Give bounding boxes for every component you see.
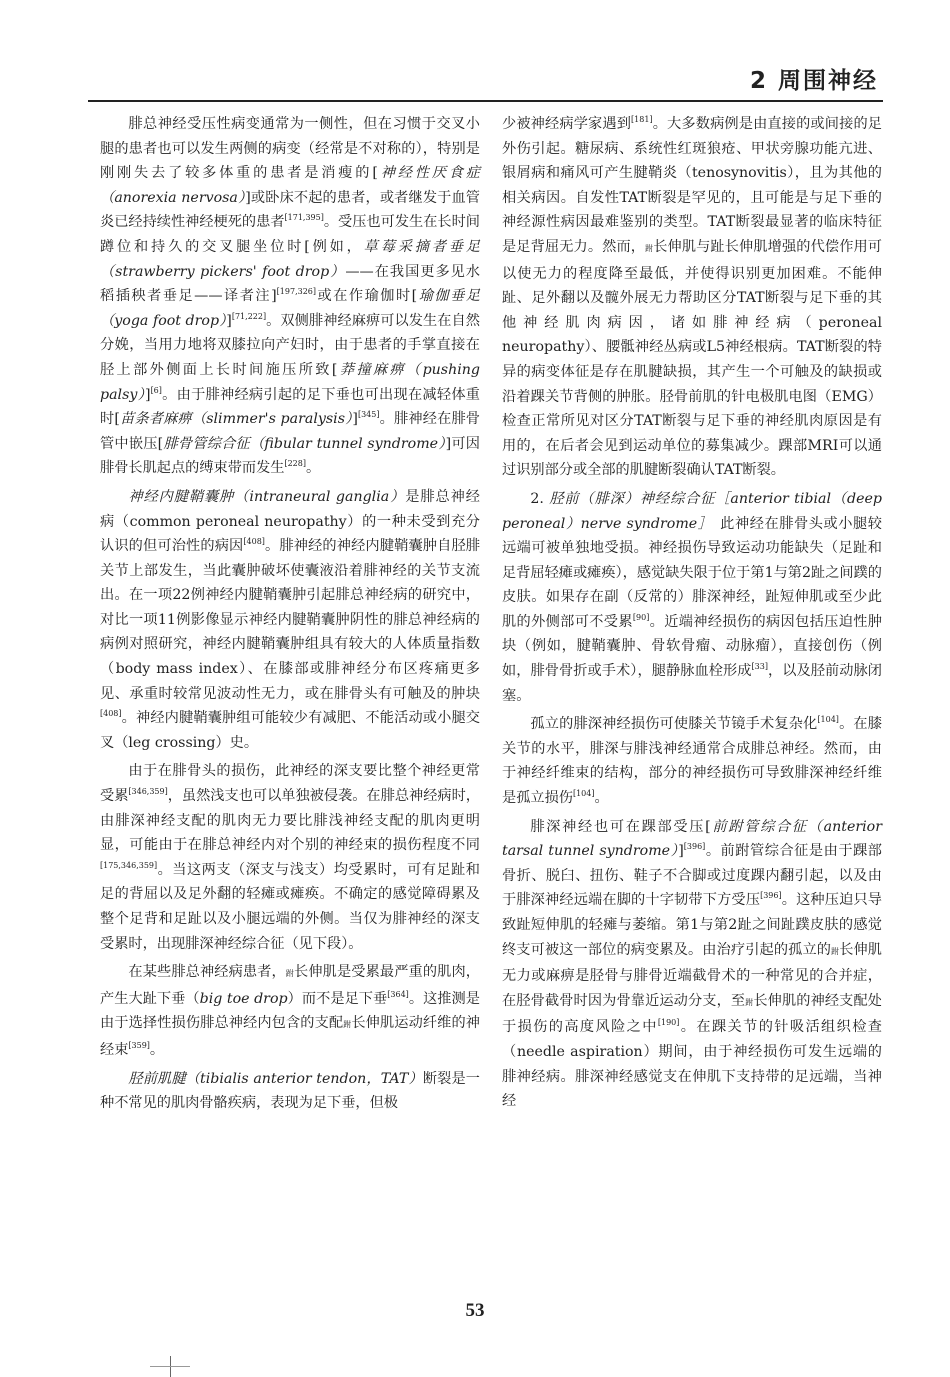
citation-reference: [197,326] <box>276 287 316 297</box>
header-rule <box>88 100 883 102</box>
text-run: 。 <box>305 460 321 477</box>
citation-reference: [359] <box>128 1040 150 1050</box>
text-run: 。大多数病例是由直接的或间接的足外伤引起。糖尿病、系统性红斑狼疮、甲状旁腺功能亢进、银屑病和痛风可产生腱鞘炎（tenosynovitis），且为其他的相关病因。自发性TAT断裂是罕见的，且可能是与足下垂的神经源性病因最难鉴别的类型。TAT断裂最显著的临床特征是足背屈无力。然而， <box>502 116 882 255</box>
text-run: ] <box>226 312 232 329</box>
text-run: 。腓神经的神经内腱鞘囊肿自胫腓关节上部发生，当此囊肿破坏使囊液沿着腓神经的关节支流出。在一项22例神经内腱鞘囊肿引起腓总神经病的研究中，对比一项11例影像显示神经内腱鞘囊肿阴性的腓总神经病的病例对照研究，神经内腱鞘囊肿组具有较大的人体质量指数（body mass index）、在膝部或腓神经分布区疼痛更多见、承重时较常见波动性无力，或在腓骨头有可触及的肿块 <box>100 538 480 702</box>
small-character: 跗 <box>343 1020 352 1030</box>
text-run: 。前跗管综合征是由于踝部骨折、脱臼、扭伤、鞋子不合脚或过度踝内翻引起，以及由于腓深神经远端在脚的十字韧带下方受压 <box>502 843 882 909</box>
text-run: 。在膝关节的水平，腓深与腓浅神经通常合成腓总神经。然而，由于神经纤维束的结构，部分的神经损伤可导致腓深神经纤维是孤立损伤 <box>502 716 882 807</box>
text-run: 。由于腓神经病引起的足下垂也可出现在减轻体重时[ <box>100 386 480 428</box>
citation-reference: [175,346,359] <box>100 860 158 870</box>
citation-reference: [71,222] <box>231 311 267 321</box>
citation-reference: [181] <box>631 115 653 124</box>
term-emphasis: 前跗管综合征（anterior tarsal tunnel syndrome） <box>502 818 882 860</box>
text-run: 。在踝关节的针吸活组织检查（needle aspiration）期间，由于神经损伤可发生远端的腓神经病。腓深神经感觉支在伸肌下支持带的足远端，当神经 <box>502 1019 882 1110</box>
text-run: ，以及胫前动脉闭塞。 <box>502 663 882 704</box>
left-paragraph <box>100 112 480 481</box>
text-run: 由于在腓骨头的损伤，此神经的深支要比整个神经更常受累 <box>100 763 480 805</box>
citation-reference: [90] <box>632 612 650 622</box>
text-run: 长伸肌运动纤维的神经束 <box>100 1015 480 1058</box>
text-run: 。当这两支（深支与浅支）均受累时，可有足趾和足的背屈以及足外翻的轻瘫或瘫痪。不确定的感觉障碍累及整个足背和足趾以及小腿远端的外侧。当仅为腓神经的深支受累时，出现腓深神经综合征（见下段）。 <box>100 861 480 952</box>
text-run: 。神经内腱鞘囊肿组可能较少有减肥、不能活动或小腿交叉（leg crossing）史。 <box>100 710 480 751</box>
small-character: 跗 <box>645 243 654 253</box>
citation-reference: [408] <box>100 709 122 719</box>
text-run: 孤立的腓深神经损伤可使膝关节镜手术复杂化 <box>530 716 818 733</box>
text-run: 。这种压迫只导致趾短伸肌的轻瘫与萎缩。第1与第2趾之间趾蹼皮肤的感觉终支可被这一部位的病变累及。由治疗引起的孤立的 <box>502 892 882 958</box>
text-run: 此神经在腓骨头或小腿较远端可被单独地受损。神经损伤导致运动功能缺失（足趾和足背屈轻瘫或瘫痪），感觉缺失限于位于第1与第2趾之间蹼的皮肤。如果存在副（反常的）腓深神经，趾短伸肌或至少此肌的外侧部可不受累 <box>502 515 882 630</box>
text-run: ] <box>678 843 684 860</box>
text-run: 。双侧腓神经麻痹可以发生在自然分娩，当用力地将双膝拉向产妇时，由于患者的手掌直接在胫上部外侧面上长时间施压所致[ <box>100 312 480 378</box>
left-paragraph <box>100 960 480 1062</box>
term-emphasis: 瑜伽垂足（yoga foot drop） <box>100 288 480 329</box>
small-character: 跗 <box>831 946 840 956</box>
text-run: 长伸肌与趾长伸肌增强的代偿作用可以使无力的程度降至最低，并使得识别更加困难。不能伸趾、足外翻以及髋外展无力帮助区分TAT断裂与足下垂的其他神经肌肉病因，诸如腓神经病（peroneal neuropathy）、腰骶神经丛病或L5神经根病。TAT断裂的特异的病变体征是存在肌腱缺损，其产生一个可触及的缺损或沿着踝关节背侧的肿胀。胫骨前肌的针电极肌电图（EMG）检查正常所见对区分TAT断裂与足下垂的神经肌肉原因是有用的，在后者会见到运动单位的募集减少。踝部MRI可以通过识别部分或全部的肌腱断裂确认TAT断裂。 <box>502 238 882 479</box>
term-emphasis: 神经性厌食症（anorexia nervosa） <box>100 165 480 206</box>
term-emphasis: 胫前肌腱（tibialis anterior tendon，TAT） <box>128 1070 423 1087</box>
text-run: ]可因腓骨长肌起点的缚束带而发生 <box>100 435 480 477</box>
text-run: 。这推测是由于选择性损伤腓总神经内包含的支配 <box>100 990 480 1032</box>
right-paragraph <box>502 112 882 483</box>
left-paragraph <box>100 1067 480 1116</box>
page-number: 53 <box>465 1300 485 1321</box>
term-emphasis: 腓骨管综合征（fibular tunnel syndrome） <box>163 435 446 452</box>
citation-reference: [346,359] <box>128 787 168 797</box>
left-paragraph <box>100 759 480 956</box>
text-run: ，虽然浅支也可以单独被侵袭。在腓总神经病时，由腓深神经支配的肌肉无力要比腓浅神经支配的肌肉更明显，可能由于在腓总神经内对个别的神经束的损伤程度不同 <box>100 788 480 854</box>
citation-reference: [104] <box>572 789 595 799</box>
text-run: 腓总神经受压性病变通常为一侧性，但在习惯于交叉小腿的患者也可以发生两侧的病变（经常是不对称的），特别是刚刚失去了较多体重的患者是消瘦的[ <box>100 116 480 182</box>
term-emphasis: 神经内腱鞘囊肿（intraneural ganglia） <box>128 488 406 505</box>
text-run: 。腓神经在腓骨管中嵌压[ <box>100 411 480 452</box>
right-paragraph <box>502 712 882 810</box>
citation-reference: [396] <box>683 842 706 852</box>
term-emphasis: 胫前（腓深）神经综合征［anterior tibial（deep peroneal）nerve syndrome］ <box>502 490 882 532</box>
citation-reference: [364] <box>387 989 409 999</box>
citation-reference: [228] <box>284 459 306 469</box>
citation-reference: [104] <box>817 715 839 725</box>
citation-reference: [190] <box>657 1018 680 1028</box>
crop-mark-horizontal <box>150 1366 190 1367</box>
text-run: 。 <box>594 790 609 807</box>
small-character: 跗 <box>745 997 754 1007</box>
left-text-column <box>100 112 480 1120</box>
citation-reference: [408] <box>243 537 265 547</box>
text-run: 。受压也可发生在长时间蹲位和持久的交叉腿坐位时[例如， <box>100 214 480 255</box>
text-run: ]或卧床不起的患者，或者继发于血管炎已经持续性神经梗死的患者 <box>100 189 480 231</box>
right-text-column <box>502 112 882 1118</box>
running-header-title: 2 周围神经 <box>749 68 878 94</box>
right-paragraph <box>502 815 882 1114</box>
term-emphasis: 苗条者麻痹（slimmer's paralysis） <box>119 411 353 428</box>
text-run: ] <box>145 386 151 403</box>
text-run: 少被神经病学家遇到 <box>502 116 632 132</box>
text-run: 长伸肌是受累最严重的肌肉，产生大趾下垂（ <box>100 964 480 1007</box>
citation-reference: [171,395] <box>284 213 324 223</box>
text-run: ——在我国更多见水稻插秧者垂足——译者注] <box>100 263 480 305</box>
right-paragraph <box>502 487 882 708</box>
text-run: 长伸肌无力或麻痹是胫骨与腓骨近端截骨术的一种常见的合并症，在胫骨截骨时因为骨靠近运动分支，至 <box>502 941 882 1009</box>
text-run: 长伸肌的神经支配处于损伤的高度风险之中 <box>502 992 882 1036</box>
text-run: 断裂是一种不常见的肌肉骨骼疾病，表现为足下垂，但极 <box>100 1070 480 1112</box>
left-paragraph <box>100 485 480 756</box>
citation-reference: [396] <box>760 891 782 901</box>
text-run: 2. <box>530 490 550 507</box>
text-run: 是腓总神经病（common peroneal neuropathy）的一种未受到充分认识的但可治性的病因 <box>100 488 480 555</box>
citation-reference: [6] <box>150 385 162 395</box>
term-emphasis: big toe drop <box>199 990 288 1007</box>
small-character: 跗 <box>285 969 295 979</box>
term-emphasis: 草莓采摘者垂足（strawberry pickers' foot drop） <box>100 238 480 280</box>
citation-reference: [33] <box>751 662 768 672</box>
text-run: 。 <box>149 1041 165 1058</box>
text-run: ] <box>352 411 358 428</box>
text-run: 腓深神经也可在踝部受压[ <box>530 818 711 835</box>
term-emphasis: 莽撞麻痹（pushing palsy） <box>100 361 480 403</box>
text-run: 或在作瑜伽时[ <box>316 288 418 305</box>
citation-reference: [345] <box>357 410 380 420</box>
text-run: 。近端神经损伤的病因包括压迫性肿块（例如，腱鞘囊肿、骨软骨瘤、动脉瘤），直接创伤（例如，腓骨骨折或手术），腿静脉血栓形成 <box>502 613 882 680</box>
text-run: 在某些腓总神经病患者， <box>128 964 286 981</box>
text-run: ）而不是足下垂 <box>287 990 388 1007</box>
